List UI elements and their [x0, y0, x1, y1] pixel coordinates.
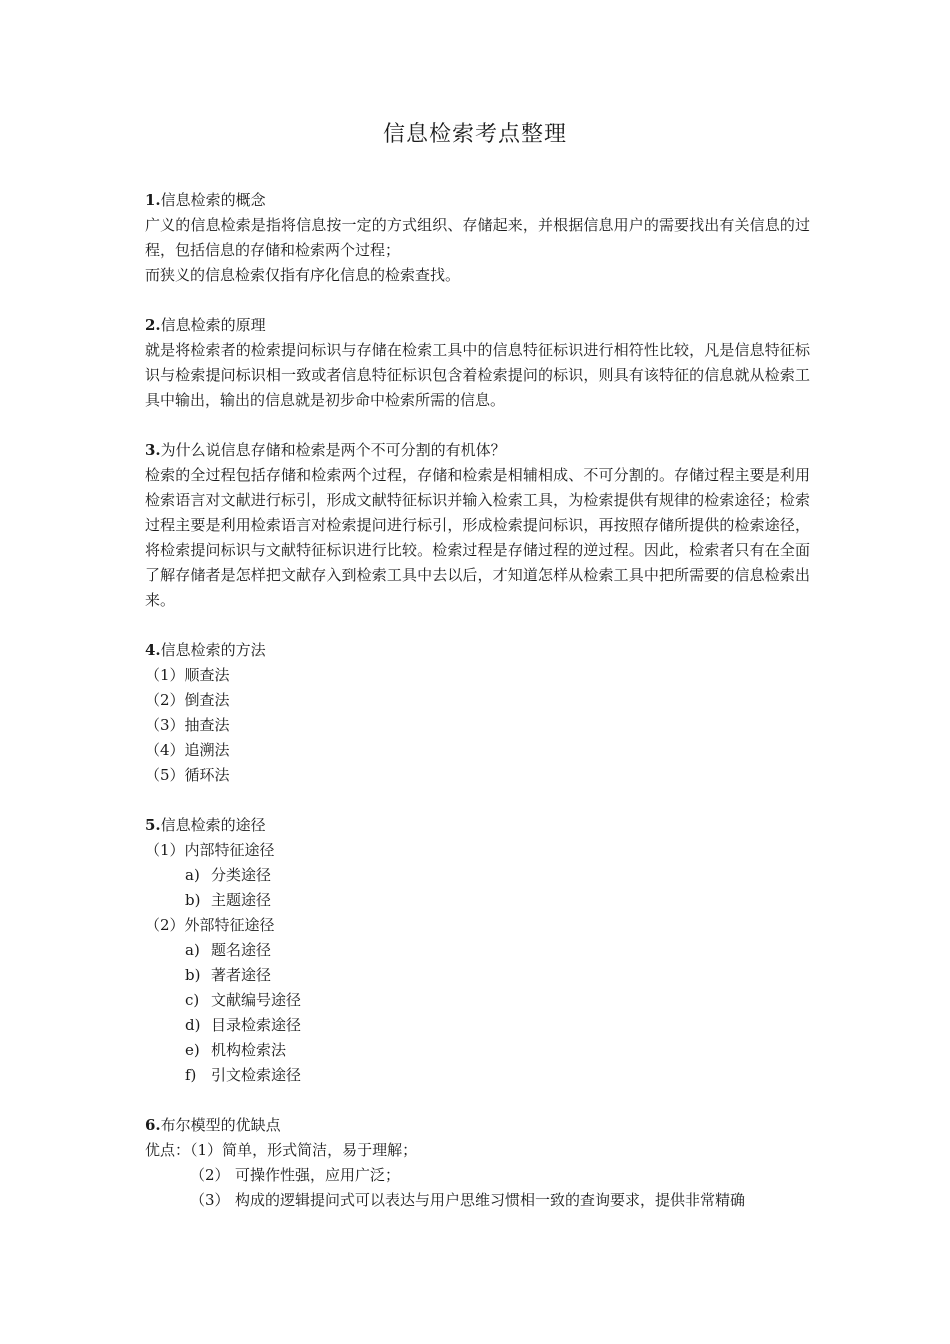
item-text: 引文检索途径 — [211, 1066, 302, 1084]
list-item: （3）抽查法 — [145, 716, 230, 734]
section-number: 1. — [145, 191, 161, 209]
section-heading — [145, 313, 810, 338]
list-item: （5）循环法 — [145, 766, 230, 784]
section-title: 信息检索的概念 — [160, 191, 266, 209]
list-group — [145, 838, 810, 913]
section-number: 2. — [145, 316, 161, 334]
group-label: （2）外部特征途径 — [145, 916, 275, 934]
item-text: 主题途径 — [211, 891, 272, 909]
section-heading — [145, 1113, 810, 1138]
pro-item — [145, 1163, 810, 1188]
document-body — [145, 188, 810, 1238]
pro-marker: （3） — [190, 1191, 230, 1209]
section-boolean-model — [145, 1113, 810, 1213]
section-storage-retrieval — [145, 438, 810, 613]
group-label: （1）内部特征途径 — [145, 841, 275, 859]
pro-text: 简单，形式简洁，易于理解； — [222, 1141, 418, 1159]
item-text: 目录检索途径 — [211, 1016, 302, 1034]
document-title: 信息检索考点整理 — [382, 122, 567, 147]
pro-text: 构成的逻辑提问式可以表达与用户思维习惯相一致的查询要求，提供非常精确 — [235, 1191, 746, 1209]
pro-marker: （1） — [190, 1141, 223, 1159]
section-number: 5. — [145, 816, 161, 834]
pro-marker: （2） — [190, 1166, 230, 1184]
sub-list-item — [185, 938, 810, 963]
approaches-list — [145, 838, 810, 1088]
pros-label: 优点： — [145, 1141, 191, 1159]
sub-list-item — [185, 1063, 810, 1088]
section-principle — [145, 313, 810, 413]
section-title: 为什么说信息存储和检索是两个不可分割的有机体？ — [160, 441, 506, 459]
pros-first-line — [145, 1138, 810, 1163]
paragraph: 就是将检索者的检索提问标识与存储在检索工具中的信息特征标识进行相符性比较，凡是信息特征标识与检索提问标识相一致或者信息特征标识包含着检索提问的标识，则具有该特征的信息就从检索工具中输出，输出的信息就是初步命中检索所需的信息。 — [145, 341, 810, 409]
item-text: 机构检索法 — [211, 1041, 287, 1059]
paragraph: 而狭义的信息检索仅指有序化信息的检索查找。 — [145, 266, 461, 284]
methods-list — [145, 663, 810, 788]
item-marker: e) — [185, 1041, 200, 1059]
section-concept — [145, 188, 810, 288]
list-item: （2）倒查法 — [145, 691, 230, 709]
section-heading — [145, 188, 810, 213]
paragraph: 检索的全过程包括存储和检索两个过程，存储和检索是相辅相成、不可分割的。存储过程主要是利用检索语言对文献进行标引，形成文献特征标识并输入检索工具，为检索提供有规律的检索途径；检索过程主要是利用检索语言对检索提问进行标引，形成检索提问标识，再按照存储所提供的检索途径，将检索提问标识与文献特征标识进行比较。检索过程是存储过程的逆过程。因此，检索者只有在全面了解存储者是怎样把文献存入到检索工具中去以后，才知道怎样从检索工具中把所需要的信息检索出来。 — [145, 466, 810, 609]
item-marker: a) — [185, 866, 200, 884]
section-title: 布尔模型的优缺点 — [160, 1116, 281, 1134]
section-methods — [145, 638, 810, 788]
section-approaches — [145, 813, 810, 1088]
section-heading — [145, 638, 810, 663]
sub-list-item — [185, 963, 810, 988]
list-item: （4）追溯法 — [145, 741, 230, 759]
sub-list-item — [185, 1038, 810, 1063]
section-heading — [145, 813, 810, 838]
sub-list-item — [185, 1013, 810, 1038]
item-marker: c) — [185, 991, 200, 1009]
section-title: 信息检索的途径 — [160, 816, 266, 834]
sub-list-item — [185, 863, 810, 888]
pro-text: 可操作性强，应用广泛； — [235, 1166, 401, 1184]
section-title: 信息检索的原理 — [160, 316, 266, 334]
section-heading — [145, 438, 810, 463]
section-number: 3. — [145, 441, 161, 459]
sub-list-item — [185, 988, 810, 1013]
item-marker: b) — [185, 891, 201, 909]
sub-list — [145, 938, 810, 1088]
item-marker: d) — [185, 1016, 201, 1034]
item-text: 文献编号途径 — [211, 991, 302, 1009]
pro-item — [145, 1188, 810, 1213]
section-title: 信息检索的方法 — [160, 641, 266, 659]
item-marker: b) — [185, 966, 201, 984]
list-item: （1）顺查法 — [145, 666, 230, 684]
item-text: 题名途径 — [211, 941, 272, 959]
section-number: 4. — [145, 641, 161, 659]
item-text: 著者途径 — [211, 966, 272, 984]
paragraph: 广义的信息检索是指将信息按一定的方式组织、存储起来，并根据信息用户的需要找出有关信息的过程，包括信息的存储和检索两个过程； — [145, 216, 810, 259]
item-marker: a) — [185, 941, 200, 959]
section-number: 6. — [145, 1116, 161, 1134]
sub-list-item — [185, 888, 810, 913]
item-text: 分类途径 — [211, 866, 272, 884]
item-marker: f) — [185, 1066, 197, 1084]
sub-list — [145, 863, 810, 913]
list-group — [145, 913, 810, 1088]
